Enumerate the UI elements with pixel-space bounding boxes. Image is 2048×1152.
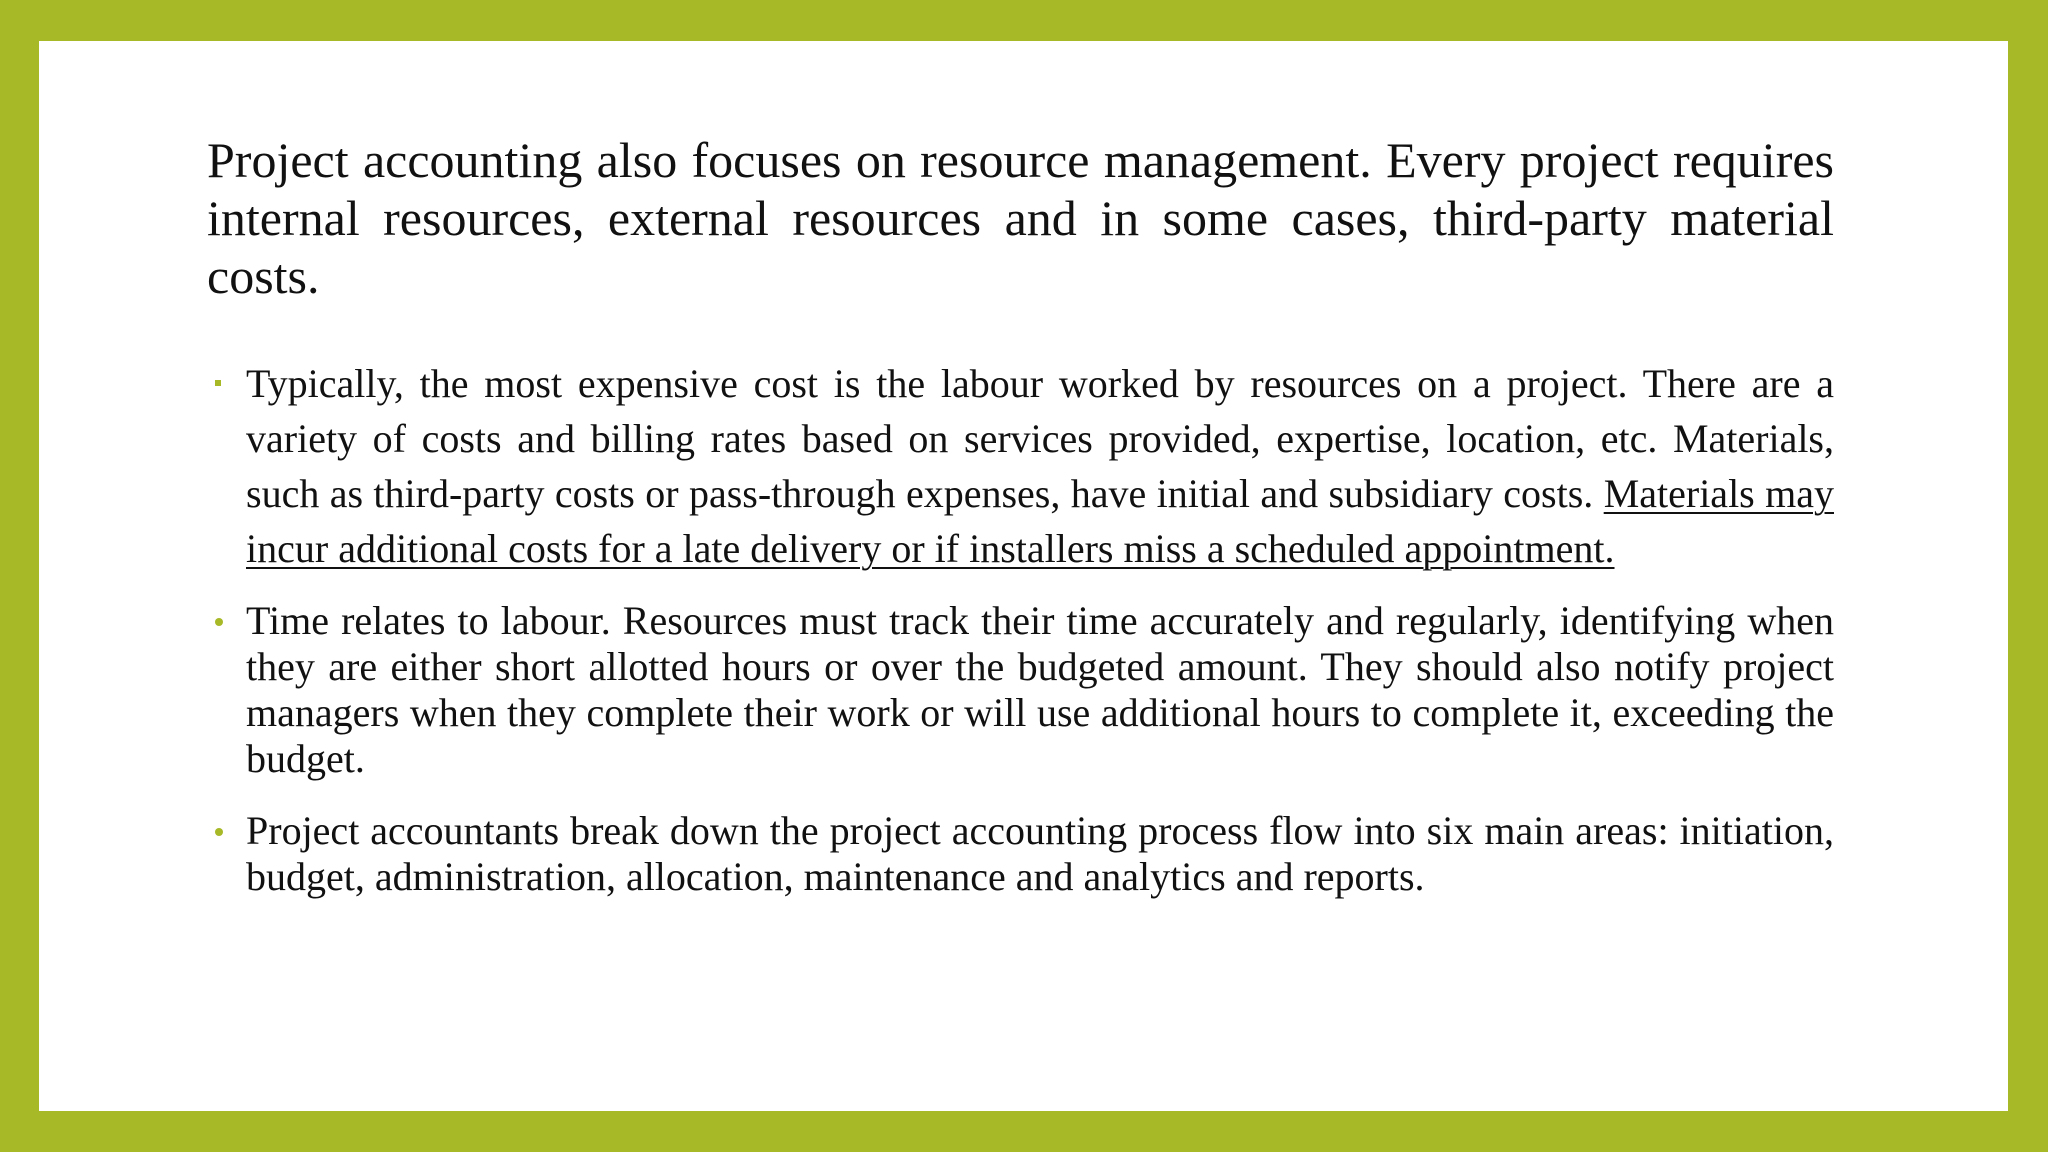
bullet-text: Time relates to labour. Resources must track their time accurately and regularly, identifying when they are either short allotted hours or over the budgeted amount. They should also notify project managers when they complete their work or will use additional hours to complete it, exceeding the budget. — [246, 598, 1834, 781]
bullet-item-labour-costs — [207, 356, 1834, 576]
bullet-item-process-flow — [207, 808, 1834, 900]
bullet-text: Project accountants break down the project accounting process flow into six main areas: initiation, budget, administration, allocation, maintenance and analytics and reports. — [246, 808, 1834, 899]
square-bullet-icon — [215, 380, 221, 386]
slide — [39, 41, 2008, 1111]
dot-bullet-icon — [215, 618, 223, 626]
bullet-text: Typically, the most expensive cost is the labour worked by resources on a project. There are a variety of costs and billing rates based on services provided, expertise, location, etc. Materials, such as third-party costs or pass-through expenses, have initial and subsidiary costs. — [246, 361, 1834, 516]
intro-paragraph: Project accounting also focuses on resource management. Every project requires internal resources, external resources and in some cases, third-party material costs. — [207, 132, 1834, 304]
bullet-list — [207, 356, 1834, 900]
bullet-item-time-tracking — [207, 598, 1834, 782]
underlined-bullet-text: Materials may incur additional costs for a late delivery or if installers miss a scheduled appointment. — [246, 471, 1834, 571]
dot-bullet-icon — [215, 828, 223, 836]
